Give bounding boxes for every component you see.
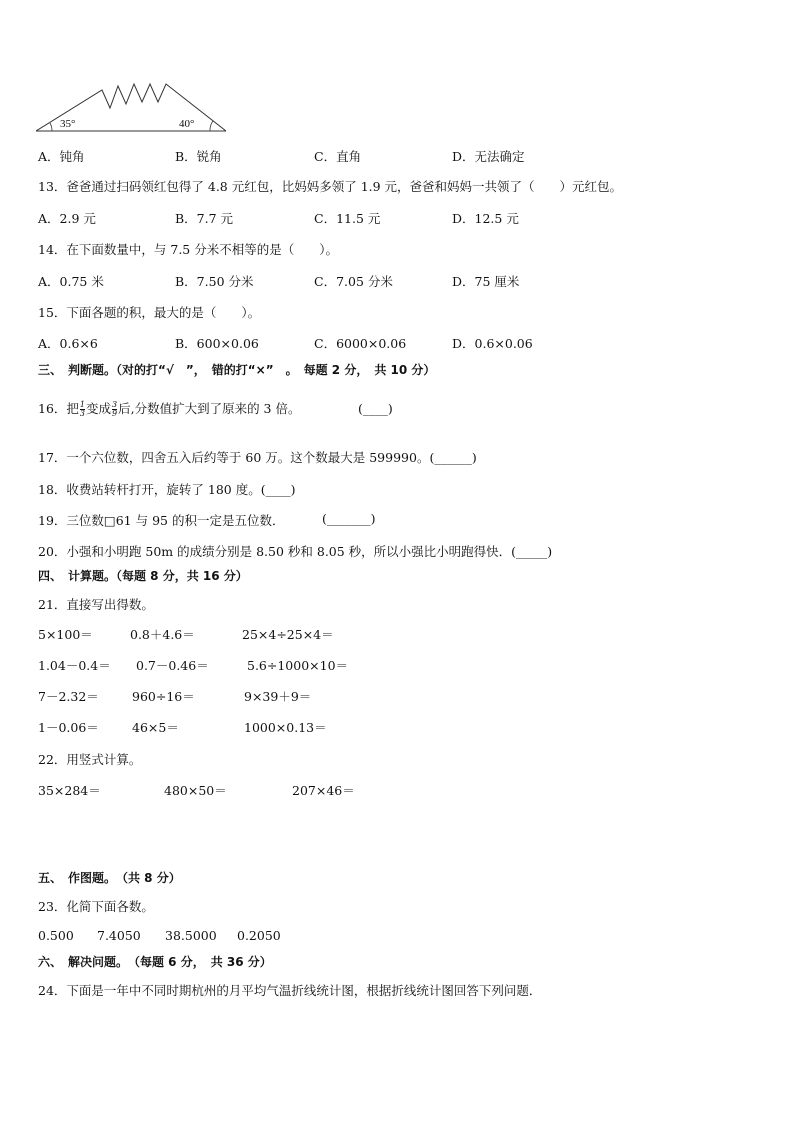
vertical-calc-item: 480×50＝ [164, 783, 227, 798]
question-15: 15．下面各题的积，最大的是（ ）。 [38, 305, 261, 320]
q14-option-c: C．7.05 分米 [314, 274, 393, 289]
question-13: 13．爸爸通过扫码领红包得了 4.8 元红包，比妈妈多领了 1.9 元，爸爸和妈妈一共领了（ ）元红包。 [38, 179, 623, 194]
q12-option-c: C．直角 [314, 149, 362, 164]
question-18: 18．收费站转杆打开，旋转了 180 度。(____) [38, 482, 296, 497]
angle-label-right: 40° [179, 118, 195, 130]
triangle-figure [36, 80, 236, 136]
q13-option-d: D．12.5 元 [452, 211, 519, 226]
calc-item: 0.7－0.46＝ [136, 658, 209, 673]
section-6-heading: 六、 解决问题。 （每题 6 分， 共 36 分） [38, 955, 272, 969]
number-item: 7.4050 [97, 928, 141, 943]
fraction-1-3: $\frac{1}{3}$ [79, 400, 85, 418]
calc-item: 5×100＝ [38, 627, 93, 642]
number-item: 0.500 [38, 928, 74, 943]
vertical-calc-item: 35×284＝ [38, 783, 101, 798]
question-21: 21．直接写出得数。 [38, 597, 154, 612]
section-5-heading: 五、 作图题。 （共 8 分） [38, 871, 181, 885]
calc-item: 5.6÷1000×10＝ [247, 658, 349, 673]
section-4-heading: 四、 计算题。（每题 8 分，共 16 分） [38, 569, 248, 583]
calc-item: 1－0.06＝ [38, 720, 99, 735]
calc-item: 25×4÷25×4＝ [242, 627, 334, 642]
question-19: 19．三位数□61 与 95 的积一定是五位数． [38, 513, 285, 528]
section-3-heading: 三、 判断题。（对的打“√ ”， 错的打“×” 。 每题 2 分， 共 10 分） [38, 363, 436, 377]
q19-answer-blank[interactable]: (_______) [322, 511, 376, 526]
number-item: 38.5000 [165, 928, 217, 943]
q12-option-d: D．无法确定 [452, 149, 525, 164]
q16-answer-blank[interactable]: (____) [358, 401, 393, 416]
question-22: 22．用竖式计算。 [38, 752, 142, 767]
question-23: 23．化简下面各数。 [38, 899, 154, 914]
q13-option-c: C．11.5 元 [314, 211, 381, 226]
calc-item: 0.8＋4.6＝ [130, 627, 195, 642]
question-16 [38, 399, 300, 418]
q16-middle: 变成 [86, 401, 112, 416]
number-item: 0.2050 [237, 928, 281, 943]
calc-item: 9×39＋9＝ [244, 689, 312, 704]
fraction-3-9: $\frac{3}{9}$ [112, 400, 118, 418]
calc-item: 1000×0.13＝ [244, 720, 327, 735]
q15-option-a: A．0.6×6 [38, 336, 98, 351]
question-20: 20．小强和小明跑 50m 的成绩分别是 8.50 秒和 8.05 秒，所以小强比小明跑得快．(_____) [38, 544, 553, 559]
calc-item: 1.04－0.4＝ [38, 658, 111, 673]
q15-option-d: D．0.6×0.06 [452, 336, 533, 351]
question-24: 24．下面是一年中不同时期杭州的月平均气温折线统计图，根据折线统计图回答下列问题． [38, 983, 542, 998]
question-17: 17．一个六位数，四舍五入后约等于 60 万。这个数最大是 599990。(______) [38, 450, 477, 465]
question-14: 14．在下面数量中，与 7.5 分米不相等的是（ ）。 [38, 242, 338, 257]
q14-option-b: B．7.50 分米 [175, 274, 254, 289]
calc-item: 46×5＝ [132, 720, 179, 735]
q16-prefix: 16．把 [38, 401, 79, 416]
q12-option-a: A．钝角 [38, 149, 85, 164]
vertical-calc-item: 207×46＝ [292, 783, 355, 798]
q12-option-b: B．锐角 [175, 149, 222, 164]
calc-item: 960÷16＝ [132, 689, 195, 704]
q13-option-b: B．7.7 元 [175, 211, 234, 226]
calc-item: 7－2.32＝ [38, 689, 99, 704]
q15-option-c: C．6000×0.06 [314, 336, 407, 351]
q14-option-d: D．75 厘米 [452, 274, 520, 289]
q14-option-a: A．0.75 米 [38, 274, 104, 289]
angle-label-left: 35° [60, 118, 76, 130]
q15-option-b: B．600×0.06 [175, 336, 259, 351]
q16-suffix: 后,分数值扩大到了原来的 3 倍。 [118, 401, 301, 416]
q13-option-a: A．2.9 元 [38, 211, 96, 226]
